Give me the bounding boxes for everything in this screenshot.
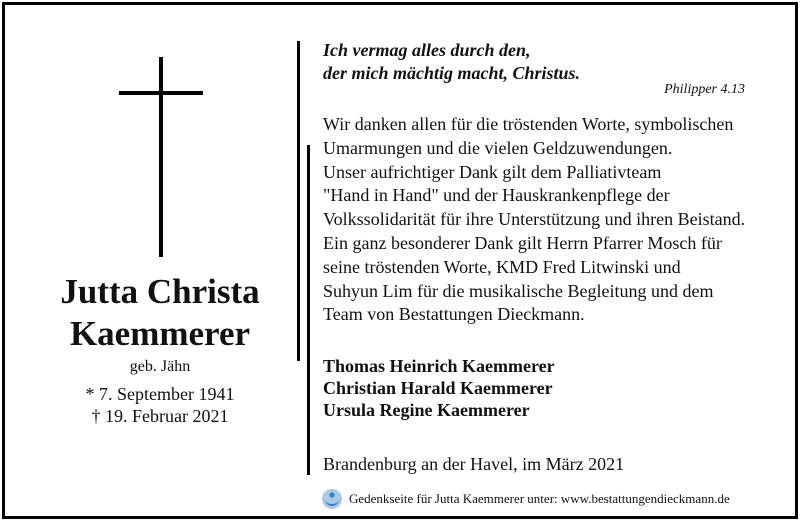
quote-line: der mich mächtig macht, Christus. xyxy=(323,63,581,83)
text-line: Unser aufrichtiger Dank gilt dem Palliativteam xyxy=(323,161,662,182)
cross-icon-bar xyxy=(119,91,203,95)
thank-you-text xyxy=(323,113,793,327)
text-line: "Hand in Hand" und der Hauskrankenpflege der xyxy=(323,185,670,206)
bible-quote xyxy=(323,39,763,85)
birth-date: * 7. September 1941 xyxy=(85,384,235,404)
death-date: † 19. Februar 2021 xyxy=(91,406,229,426)
memorial-page-footer[interactable] xyxy=(321,487,730,511)
quote-source: Philipper 4.13 xyxy=(664,82,745,97)
text-line: Team von Bestattungen Dieckmann. xyxy=(323,304,585,325)
deceased-surname: Kaemmerer xyxy=(69,314,251,353)
text-line: Umarmungen und die vielen Geldzuwendungen. xyxy=(323,137,673,158)
text-line: Suhyun Lim für die musikalische Begleitung und dem xyxy=(323,280,714,301)
divider-line xyxy=(297,41,300,361)
text-line: Wir danken allen für die tröstenden Worte, symbolischen xyxy=(323,114,734,134)
cross-icon xyxy=(159,57,163,257)
maiden-name: geb. Jähn xyxy=(129,358,191,375)
deceased-first-names: Jutta Christa xyxy=(60,272,260,311)
obituary-frame xyxy=(2,2,798,519)
signer-name: Christian Harald Kaemmerer xyxy=(323,378,553,398)
signer-name: Ursula Regine Kaemmerer xyxy=(323,400,530,420)
signer-name: Thomas Heinrich Kaemmerer xyxy=(323,356,555,376)
text-line: Ein ganz besonderer Dank gilt Herrn Pfarrer Mosch für xyxy=(323,232,722,253)
memorial-logo-icon xyxy=(321,488,343,510)
divider-line xyxy=(307,145,310,475)
quote-line: Ich vermag alles durch den, xyxy=(323,40,531,60)
signers-list xyxy=(323,355,763,421)
text-line: seine tröstenden Worte, KMD Fred Litwinski und xyxy=(323,256,681,277)
memorial-page-link[interactable]: Gedenkseite für Jutta Kaemmerer unter: www.bestattungendieckmann.de xyxy=(349,491,730,506)
text-line: Volkssolidarität für ihre Unterstützung und ihren Beistand. xyxy=(323,209,746,230)
place-and-date: Brandenburg an der Havel, im März 2021 xyxy=(323,454,625,474)
